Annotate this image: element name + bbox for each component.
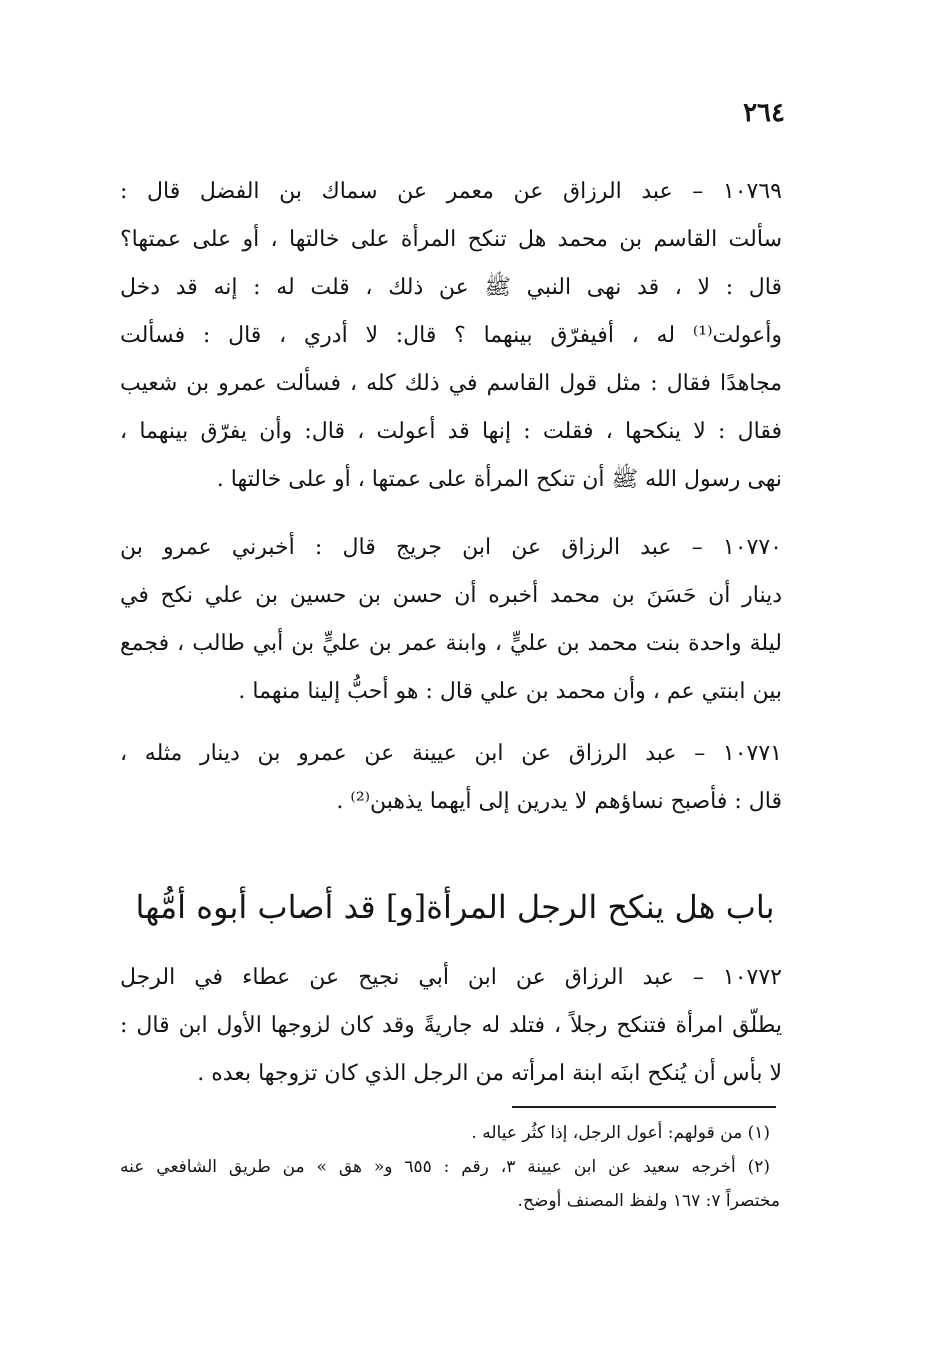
footnotes [120,1116,780,1218]
text-line: بين ابنتي عم ، وأن محمد بن علي قال : هو أحبُّ إلينا منهما . [238,679,782,704]
text-line: يطلّق امرأة فتنكح رجلاً ، فتلد له جاريةً وقد كان لزوجها الأول ابن قال : [120,1013,782,1038]
text-line: دينار أن حَسَنَ بن محمد أخبره أن حسن بن حسين بن علي نكح في [120,583,782,608]
text-line: فقال : لا ينكحها ، فقلت : إنها قد أعولت ، قال: وأن يفرّق بينهما ، [120,419,782,444]
text-line: ليلة واحدة بنت محمد بن عليٍّ ، وابنة عمر بن عليٍّ بن أبي طالب ، فجمع [120,631,782,656]
footnote-2-line-1: (٢) أخرجه سعيد عن ابن عيينة ٣، رقم : ٦٥٥ و« هق » من طريق الشافعي عنه [120,1157,771,1177]
paragraph-10772 [120,954,782,1098]
chapter-heading: باب هل ينكح الرجل المرأة[و] قد أصاب أبوه أمُّها [135,888,775,926]
paragraph-10769 [120,168,782,504]
footnote-2-line-2: مختصراً ٧: ١٦٧ ولفظ المصنف أوضح. [517,1191,780,1211]
paragraph-10771 [120,730,782,826]
text-line: ١٠٧٧٠ – عبد الرزاق عن ابن جريج قال : أخبرني عمرو بن [120,535,782,560]
text-line: ١٠٧٧١ – عبد الرزاق عن ابن عيينة عن عمرو بن دينار مثله ، [120,741,782,766]
text-line: قال : لا ، قد نهى النبي ﷺ عن ذلك ، قلت له : إنه قد دخل [120,275,782,300]
text-line: وأعولت⁽¹⁾ له ، أفيفرّق بينهما ؟ قال: لا أدري ، قال : فسألت [120,323,782,348]
text-line: قال : فأصبح نساؤهم لا يدرين إلى أيهما يذهبن⁽²⁾ . [336,789,782,814]
footnote-1: (١) من قولهم: أعول الرجل، إذا كثُر عياله . [471,1123,770,1143]
footnote-divider [512,1106,776,1108]
text-line: سألت القاسم بن محمد هل تنكح المرأة على خالتها ، أو على عمتها؟ [120,227,782,252]
text-line: مجاهدًا فقال : مثل قول القاسم في ذلك كله ، فسألت عمرو بن شعيب [120,371,782,396]
text-line: ١٠٧٦٩ – عبد الرزاق عن معمر عن سماك بن الفضل قال : [120,179,782,204]
text-line: لا بأس أن يُنكح ابنَه ابنة امرأته من الرجل الذي كان تزوجها بعده . [197,1061,782,1086]
page-number: ٢٦٤ [743,98,785,128]
text-line: ١٠٧٧٢ – عبد الرزاق عن ابن أبي نجيح عن عطاء في الرجل [120,965,782,990]
paragraph-10770 [120,524,782,716]
text-line: نهى رسول الله ﷺ أن تنكح المرأة على عمتها ، أو على خالتها . [216,467,782,492]
